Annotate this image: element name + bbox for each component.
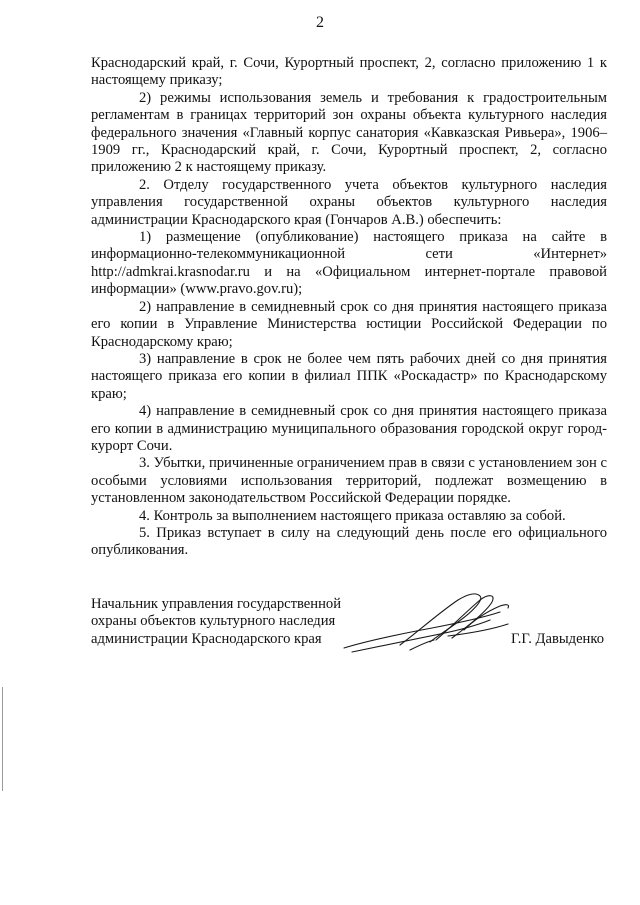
paragraph-10: 5. Приказ вступает в силу на следующий день после его официального опубликования. bbox=[91, 524, 607, 559]
signer-title-line-3: администрации Краснодарского края bbox=[91, 630, 322, 647]
paragraph-3: 2. Отделу государственного учета объектов культурного наследия управления государственной охраны объектов культурного наследия администрации Краснодарского края (Гончаров А.В.) обеспечить: bbox=[91, 176, 607, 228]
page-number: 2 bbox=[316, 14, 324, 31]
document-body bbox=[91, 55, 607, 560]
handwritten-signature bbox=[340, 590, 515, 660]
signer-title-line-1: Начальник управления государственной bbox=[91, 596, 342, 612]
paragraph-2: 2) режимы использования земель и требования к градостроительным регламентам в границах территорий зон охраны объекта культурного наследия федерального значения «Главный корпус санатория «Кавказская Ривьера», 1906–1909 гг., Краснодарский край, г. Сочи, Курортный проспект, 2, согласно приложению 2 к настоящему приказу. bbox=[91, 89, 607, 176]
paragraph-8: 3. Убытки, причиненные ограничением прав в связи с установлением зон с особыми условиями использования территорий, подлежат возмещению в установленном законодательством Российской Федерации порядке. bbox=[91, 455, 607, 507]
paragraph-6: 3) направление в срок не более чем пять рабочих дней со дня принятия настоящего приказа его копии в филиал ППК «Роскадастр» по Краснодарскому краю; bbox=[91, 350, 607, 402]
margin-line bbox=[2, 687, 3, 791]
signer-title-line-2: охраны объектов культурного наследия bbox=[91, 613, 336, 630]
paragraph-5: 2) направление в семидневный срок со дня принятия настоящего приказа его копии в Управление Министерства юстиции Российской Федерации по Краснодарскому краю; bbox=[91, 298, 607, 350]
paragraph-9: 4. Контроль за выполнением настоящего приказа оставляю за собой. bbox=[139, 507, 566, 524]
signer-name: Г.Г. Давыденко bbox=[510, 630, 604, 647]
paragraph-7: 4) направление в семидневный срок со дня принятия настоящего приказа его копии в администрацию муниципального образования городской округ город-курорт Сочи. bbox=[91, 403, 607, 454]
paragraph-4: 1) размещение (опубликование) настоящего приказа на сайте в информационно-телекоммуникационной сети «Интернет» http://admkrai.krasnodar.ru и на «Официальном интернет-портале правовой информации» (www.pravo.gov.ru); bbox=[91, 229, 607, 298]
paragraph-1: Краснодарский край, г. Сочи, Курортный проспект, 2, согласно приложению 1 к настоящему приказу; bbox=[91, 55, 607, 89]
